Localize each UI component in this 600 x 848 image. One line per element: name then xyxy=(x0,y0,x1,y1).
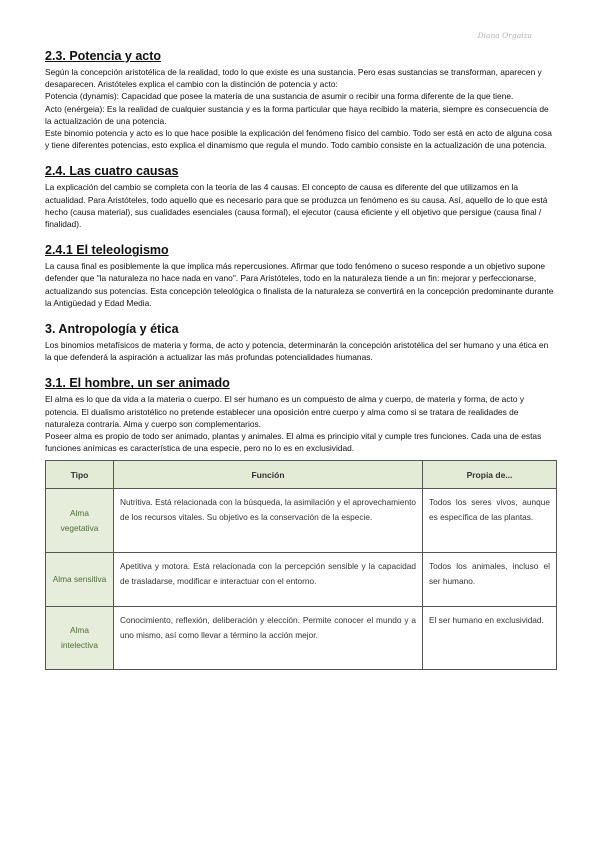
author-watermark: Diana Orgaiza xyxy=(477,31,532,40)
paragraph: El alma es lo que da vida a la materia o cuerpo. El ser humano es un compuesto de alma y cuerpo, de materia y forma, de acto y potencia. El dualismo aristotélico no pretende establecer una oposición entre cuerpo y alma como si se tratara de realidades de naturaleza contraria. Alma y cuerpo son complementarios. xyxy=(45,394,525,429)
section-potencia-acto xyxy=(45,48,557,151)
cell-tipo: Alma intelectiva xyxy=(46,607,114,670)
cell-propia: Todos los seres vivos, aunque es específica de las plantas. xyxy=(423,489,557,553)
cell-tipo: Alma sensitiva xyxy=(46,553,114,607)
paragraph: Acto (enérgeia): Es la realidad de cualquier sustancia y es la forma particular que haya recibido la materia, siempre es consecuencia de la actualización de una potencia. xyxy=(45,103,549,126)
paragraph: Poseer alma es propio de todo ser animado, plantas y animales. El alma es principio vital y cumple tres funciones. Cada una de estas funciones anímicas es característica de una especie, pero no lo es en exclusividad. xyxy=(45,431,542,454)
cell-funcion: Conocimiento, reflexión, deliberación y elección. Permite conocer el mundo y a uno mismo, así como llevar a término la acción mejor. xyxy=(114,607,423,670)
table-row xyxy=(46,607,557,670)
section-ser-animado xyxy=(45,375,557,454)
section-teleologismo xyxy=(45,242,557,309)
paragraph: Este binomio potencia y acto es lo que hace posible la explicación del fenómeno físico del cambio. Todo ser está en acto de alguna cosa y tiene diferentes potencias, esto explica el dinamismo que regula el mundo. Todo cambio consiste en la actualización de una potencia. xyxy=(45,128,552,151)
table-row xyxy=(46,553,557,607)
table-header-row xyxy=(46,461,557,489)
paragraph: Potencia (dynamis): Capacidad que posee la materia de una sustancia de asumir o recibir una forma diferente de la que tiene. xyxy=(45,91,514,102)
header-tipo: Tipo xyxy=(46,461,114,489)
section-title: 3.1. El hombre, un ser animado xyxy=(45,376,230,391)
paragraph: Según la concepción aristotélica de la realidad, todo lo que existe es una sustancia. Pero esas sustancias se transforman, aparecen y desaparecen. Aristóteles explica el cambio con la distinción de potencia y acto: xyxy=(45,67,542,90)
section-title: 3. Antropología y ética xyxy=(45,322,179,337)
paragraph: Los binomios metafísicos de materia y forma, de acto y potencia, determinarán la concepción aristotélica del ser humano y una ética en la que defenderá la aspiración a actualizar las más profundas potencialidades humanas. xyxy=(45,340,549,363)
cell-funcion: Apetitiva y motora. Está relacionada con la percepción sensible y la capacidad de trasladarse, modificar e interactuar con el entorno. xyxy=(114,553,423,607)
document-page xyxy=(45,48,557,670)
section-title: 2.4.1 El teleologismo xyxy=(45,243,169,258)
cell-funcion: Nutritiva. Está relacionada con la búsqueda, la asimilación y el aprovechamiento de los recursos vitales. Su objetivo es la conservación de la especie. xyxy=(114,489,423,553)
paragraph: La causa final es posiblemente la que implica más repercusiones. Afirmar que todo fenómeno o suceso responde a un objetivo supone defender que "la naturaleza no hace nada en vano". Para Aristóteles, todo en la naturaleza tiende a un fin: mejorar y perfeccionarse, actualizando sus potencias. Esta concepción teleológica o finalista de la naturaleza se convertirá en la concepción predominante durante la Antigüedad y Edad Media. xyxy=(45,261,554,308)
paragraph: La explicación del cambio se completa con la teoría de las 4 causas. El concepto de causa es diferente del que utilizamos en la actualidad. Para Aristóteles, todo aquello que es necesario para que se produzca un fenómeno es su causa. Así, aquello de lo que está hecho (causa material), sus cualidades esenciales (causa formal), el ejecutor (causa eficiente y ell objetivo que persigue (causa final / finalidad). xyxy=(45,182,548,230)
cell-propia: El ser humano en exclusividad. xyxy=(423,607,557,670)
cell-tipo: Alma vegetativa xyxy=(46,489,114,553)
cell-propia: Todos los animales, incluso el ser humano. xyxy=(423,553,557,607)
alma-types-table xyxy=(45,460,557,670)
header-propia: Propia de... xyxy=(423,461,557,489)
section-antropologia-etica xyxy=(45,321,557,363)
section-title: 2.3. Potencia y acto xyxy=(45,49,162,63)
section-cuatro-causas xyxy=(45,163,557,230)
header-funcion: Función xyxy=(114,461,423,489)
section-title: 2.4. Las cuatro causas xyxy=(45,164,179,179)
table-row xyxy=(46,489,557,553)
